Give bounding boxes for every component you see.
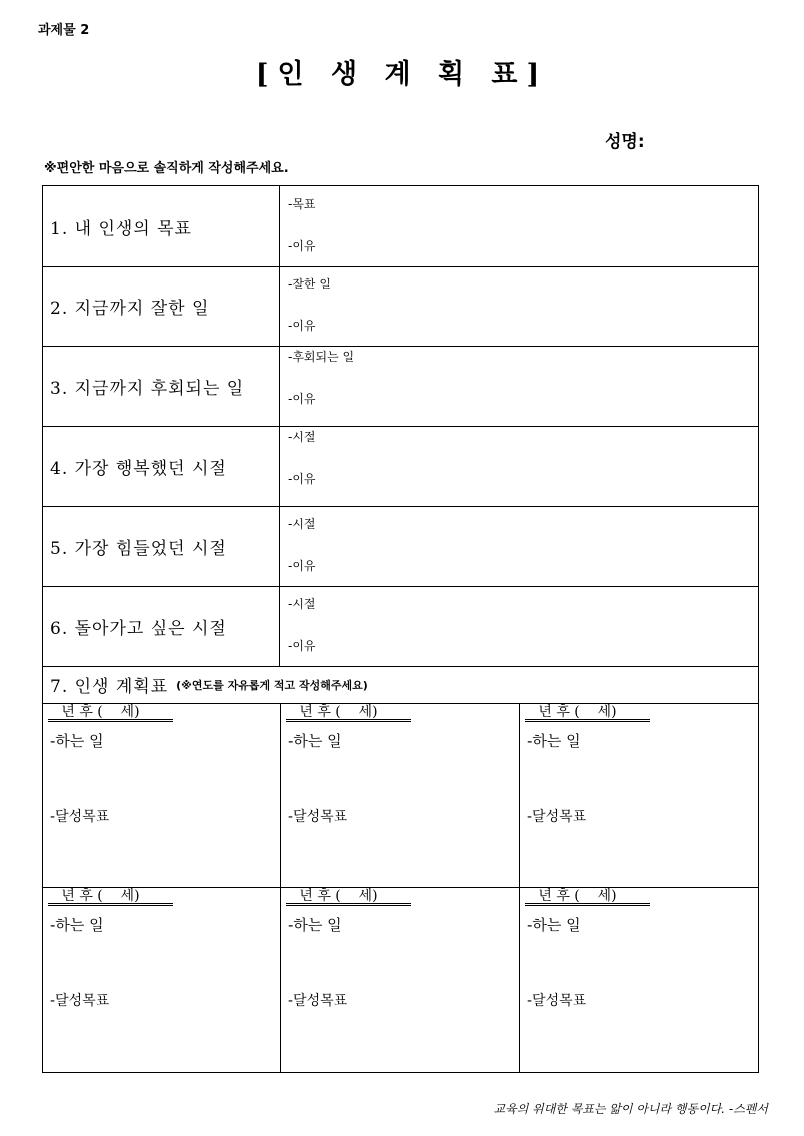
question-top-note[interactable]: -잘한 일 [288, 277, 331, 291]
goal-label: -달성목표 [50, 993, 110, 1009]
plan-cell[interactable] [520, 704, 758, 888]
plan-sheet-table [42, 185, 759, 1073]
year-after-field[interactable]: 년 후 ( 세) [525, 705, 650, 722]
question-label: 4. 가장 행복했던 시절 [43, 426, 280, 506]
plan-cell[interactable] [43, 704, 281, 888]
goal-label: -달성목표 [527, 993, 587, 1009]
page-title: [인 생 계 획 표] [255, 59, 549, 90]
question-bottom-note[interactable]: -이유 [288, 639, 316, 653]
question-top-note[interactable]: -목표 [288, 197, 316, 211]
question-row [43, 346, 758, 427]
plan-header [43, 666, 758, 704]
work-label: -하는 일 [527, 916, 581, 934]
plan-cell[interactable] [281, 888, 520, 1072]
year-after-field[interactable]: 년 후 ( 세) [525, 889, 650, 906]
question-label: 3. 지금까지 후회되는 일 [43, 346, 280, 426]
work-label: -하는 일 [288, 732, 342, 750]
plan-cell[interactable] [281, 704, 520, 888]
question-row [43, 266, 758, 347]
question-bottom-note[interactable]: -이유 [288, 239, 316, 253]
goal-label: -달성목표 [288, 993, 348, 1009]
name-label: 성명: [605, 132, 645, 152]
year-after-field[interactable]: 년 후 ( 세) [48, 705, 173, 722]
assignment-label: 과제물 2 [38, 23, 90, 38]
goal-label: -달성목표 [527, 809, 587, 825]
question-row [43, 186, 758, 267]
question-label: 5. 가장 힘들었던 시절 [43, 506, 280, 586]
year-after-field[interactable]: 년 후 ( 세) [48, 889, 173, 906]
question-bottom-note[interactable]: -이유 [288, 392, 316, 406]
work-label: -하는 일 [288, 916, 342, 934]
plan-grid [43, 704, 758, 1072]
question-top-note[interactable]: -후회되는 일 [288, 350, 355, 364]
footer-quote: 교육의 위대한 목표는 앎이 아니라 행동이다. -스펜서 [493, 1102, 768, 1116]
plan-note: (※연도를 자유롭게 적고 작성해주세요) [176, 678, 368, 692]
work-label: -하는 일 [50, 916, 104, 934]
question-label: 2. 지금까지 잘한 일 [43, 266, 280, 346]
year-after-field[interactable]: 년 후 ( 세) [286, 705, 411, 722]
question-row [43, 506, 758, 587]
question-label: 1. 내 인생의 목표 [43, 186, 280, 266]
work-label: -하는 일 [50, 732, 104, 750]
question-bottom-note[interactable]: -이유 [288, 319, 316, 333]
plan-cell[interactable] [520, 888, 758, 1072]
question-bottom-note[interactable]: -이유 [288, 559, 316, 573]
question-top-note[interactable]: -시절 [288, 597, 316, 611]
plan-title: 7. 인생 계획표 [50, 677, 169, 697]
question-bottom-note[interactable]: -이유 [288, 472, 316, 486]
goal-label: -달성목표 [288, 809, 348, 825]
notice-text: ※편안한 마음으로 솔직하게 작성해주세요. [44, 161, 289, 176]
plan-cell[interactable] [43, 888, 281, 1072]
work-label: -하는 일 [527, 732, 581, 750]
question-top-note[interactable]: -시절 [288, 517, 316, 531]
question-label: 6. 돌아가고 싶은 시절 [43, 586, 280, 666]
year-after-field[interactable]: 년 후 ( 세) [286, 889, 411, 906]
question-top-note[interactable]: -시절 [288, 430, 316, 444]
question-row [43, 426, 758, 507]
goal-label: -달성목표 [50, 809, 110, 825]
question-row [43, 586, 758, 667]
